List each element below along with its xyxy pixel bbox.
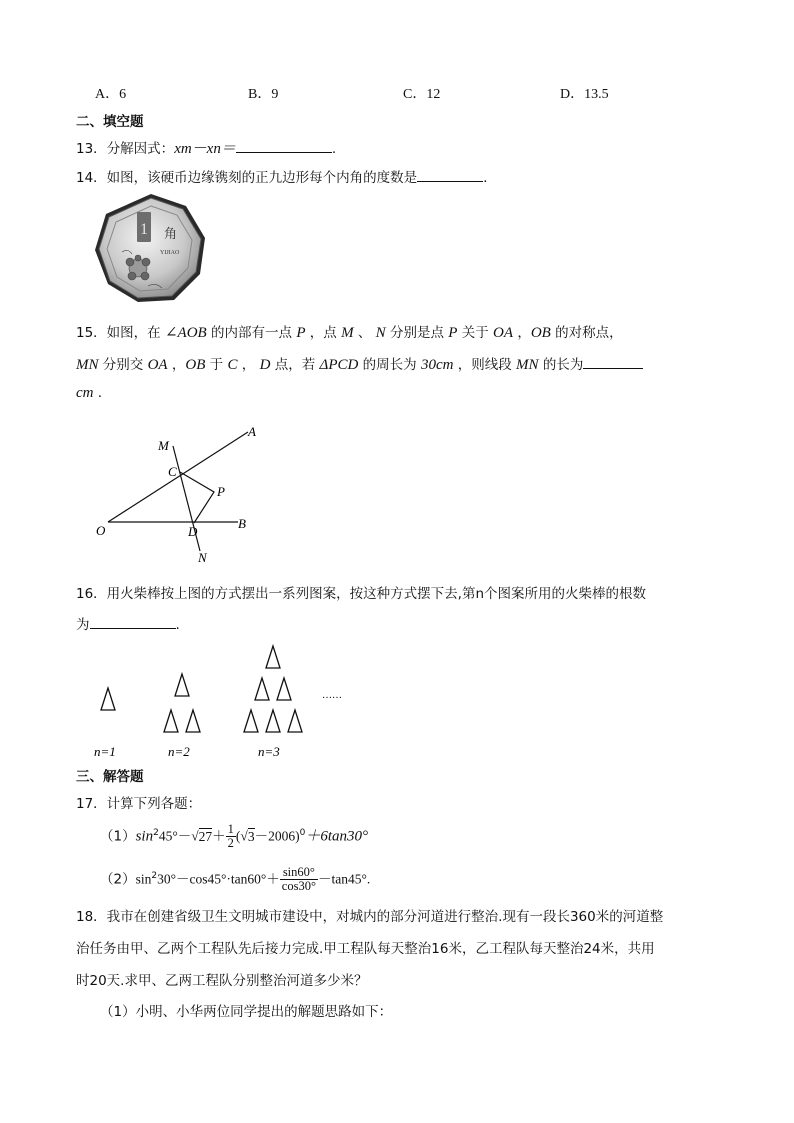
label-m: M bbox=[158, 438, 169, 453]
label-n1: n=1 bbox=[94, 744, 116, 759]
label-c: C bbox=[168, 464, 177, 479]
q15-point-p: P bbox=[448, 325, 458, 341]
label-n2: n=2 bbox=[168, 744, 190, 759]
sqrt-icon: √ bbox=[240, 828, 248, 844]
q13-expression: xm－xn＝ bbox=[174, 141, 236, 157]
section-fill-in-heading: 二、填空题 bbox=[76, 114, 144, 130]
q17-part2-label: （2） bbox=[100, 871, 136, 888]
q15-angle-aob: ∠AOB bbox=[164, 325, 207, 341]
q13-number: 13． bbox=[76, 141, 107, 157]
q15-end: . bbox=[93, 385, 103, 401]
q15-text: ，点 bbox=[305, 325, 342, 341]
question-17-part2 bbox=[100, 866, 370, 893]
question-18-line4: （1）小明、小华两位同学提出的解题思路如下： bbox=[100, 1004, 393, 1020]
q17-fraction bbox=[280, 866, 318, 893]
question-16-line2 bbox=[76, 613, 180, 633]
q15-text: 的对称点， bbox=[550, 325, 623, 341]
question-18-line1: 18．我市在创建省级卫生文明城市建设中，对城内的部分河道进行整治.现有一段长360米的河道整 bbox=[76, 909, 664, 925]
q15-ray-oa: OA bbox=[493, 325, 514, 341]
fraction-denominator: 2 bbox=[227, 836, 234, 851]
segments-cp-pd bbox=[180, 472, 214, 523]
q15-text: 的内部有一点 bbox=[206, 325, 297, 341]
triangle-icon bbox=[288, 710, 302, 732]
sqrt-icon: √ bbox=[191, 828, 199, 844]
q15-text: ， bbox=[237, 357, 260, 373]
question-15-line3 bbox=[76, 385, 102, 402]
q15-ray-ob: OB bbox=[185, 357, 206, 373]
q15-text: 关于 bbox=[457, 325, 494, 341]
q15-unit: cm bbox=[76, 385, 94, 401]
question-17-part1: $(1)\sin^245^\circ-√27+$ $\frac{1}{2}$ $(√3-2006)^0+6\tan 30^\circ$ bbox=[100, 822, 368, 851]
q15-text: 的周长为 bbox=[358, 357, 421, 373]
q14-text: 14．如图，该硬币边缘镌刻的正九边形每个内角的度数是 bbox=[76, 170, 418, 186]
q17-text: ( bbox=[235, 828, 241, 844]
q15-text: 于 bbox=[205, 357, 228, 373]
label-n3: n=3 bbox=[258, 744, 280, 759]
q17-exponent: 0 bbox=[299, 828, 306, 839]
q15-ray-ob: OB bbox=[530, 325, 551, 341]
question-18-line2: 治任务由甲、乙两个工程队先后接力完成.甲工程队每天整治16米，乙工程队每天整治24米，共用 bbox=[76, 941, 655, 957]
q17-part1-label: （1） bbox=[100, 828, 136, 845]
coin-image bbox=[92, 192, 210, 306]
q16-text: 为 bbox=[76, 617, 90, 633]
triangle-icon bbox=[255, 678, 269, 700]
q15-segment-mn: MN bbox=[516, 357, 539, 373]
question-15-line1 bbox=[76, 321, 623, 342]
q16-answer-blank[interactable] bbox=[90, 616, 176, 629]
q17-text: ＋6tan30° bbox=[305, 828, 368, 845]
q17-radicand: 3 bbox=[247, 828, 255, 844]
coin-pinyin: YIJIAO bbox=[160, 250, 180, 256]
q15-point-d: D bbox=[259, 357, 271, 373]
triangle-icon bbox=[175, 674, 189, 696]
q17-text: －2006) bbox=[254, 828, 300, 844]
figure-16-matchstick-pattern bbox=[86, 640, 346, 765]
q16-end: . bbox=[175, 617, 180, 633]
q13-answer-blank[interactable] bbox=[236, 140, 332, 153]
coin-char: 角 bbox=[164, 226, 178, 241]
q14-end: ． bbox=[483, 170, 497, 186]
q13-text: 分解因式： bbox=[106, 141, 175, 157]
question-16-line1: 16．用火柴棒按上图的方式摆出一系列图案，按这种方式摆下去,第n个图案所用的火柴棒的根数 bbox=[76, 586, 647, 602]
q15-text: 点，若 bbox=[270, 357, 320, 373]
label-d: D bbox=[188, 524, 198, 539]
triangle-icon bbox=[266, 646, 280, 668]
q17-sin: sin bbox=[135, 871, 152, 887]
q15-point-m: M bbox=[341, 325, 354, 341]
question-13 bbox=[76, 137, 336, 158]
question-17-title: 17．计算下列各题： bbox=[76, 796, 202, 812]
label-b: B bbox=[238, 516, 246, 531]
q17-exponent: 2 bbox=[153, 828, 159, 839]
q15-text: ，则线段 bbox=[453, 357, 517, 373]
q15-text: 的长为 bbox=[538, 357, 584, 373]
q15-text: 15．如图，在 bbox=[76, 325, 165, 341]
triangle-icon bbox=[277, 678, 291, 700]
q15-segment-mn: MN bbox=[76, 357, 99, 373]
triangle-icon bbox=[186, 710, 200, 732]
label-o: O bbox=[96, 523, 106, 538]
label-a: A bbox=[248, 424, 256, 439]
q17-exponent: 2 bbox=[151, 871, 158, 882]
q15-ray-oa: OA bbox=[147, 357, 168, 373]
triangle-icon bbox=[244, 710, 258, 732]
q13-end: . bbox=[331, 141, 337, 157]
q15-text: 分别交 bbox=[98, 357, 148, 373]
q15-answer-blank[interactable] bbox=[583, 356, 643, 369]
option-a: A．6 bbox=[95, 87, 127, 102]
label-p: P bbox=[217, 484, 225, 499]
q15-text: 、 bbox=[353, 325, 376, 341]
label-n: N bbox=[198, 550, 207, 565]
q17-radicand: 27 bbox=[198, 828, 213, 844]
q15-triangle-pcd: ΔPCD bbox=[319, 357, 359, 373]
figure-15-geometry bbox=[90, 420, 270, 570]
q15-text: 分别是点 bbox=[385, 325, 449, 341]
fraction-numerator: 1 bbox=[227, 822, 234, 836]
q17-text: －tan45°. bbox=[317, 871, 371, 887]
q15-point-p: P bbox=[296, 325, 306, 341]
q17-text: 30°－cos45°·tan60°＋ bbox=[157, 871, 280, 887]
triangle-icon bbox=[101, 688, 115, 710]
q15-perimeter: 30cm bbox=[420, 357, 454, 373]
q15-text: ， bbox=[513, 325, 531, 341]
option-c: C．12 bbox=[403, 87, 441, 102]
question-18-line3: 时20天.求甲、乙两工程队分别整治河道多少米？ bbox=[76, 973, 368, 989]
q15-text: ， bbox=[167, 357, 186, 373]
q15-point-n: N bbox=[375, 325, 386, 341]
q14-answer-blank[interactable] bbox=[417, 169, 483, 182]
option-d: D．13.5 bbox=[560, 87, 609, 102]
q15-point-c: C bbox=[227, 357, 238, 373]
ellipsis-dots: …… bbox=[322, 690, 342, 701]
section-solve-heading: 三、解答题 bbox=[76, 769, 144, 785]
fraction-numerator: sin60° bbox=[280, 866, 318, 880]
coin-digit: 1 bbox=[140, 221, 148, 238]
fraction-denominator: cos30° bbox=[281, 879, 316, 894]
triangle-icon bbox=[164, 710, 178, 732]
question-15-line2 bbox=[76, 353, 643, 374]
q17-fraction bbox=[226, 823, 236, 850]
triangle-icon bbox=[266, 710, 280, 732]
question-14 bbox=[76, 166, 497, 186]
ray-oa bbox=[108, 432, 248, 522]
option-b: B．9 bbox=[248, 87, 279, 102]
q17-text: 45°－ bbox=[158, 828, 192, 844]
q17-sin: sin bbox=[135, 828, 154, 845]
